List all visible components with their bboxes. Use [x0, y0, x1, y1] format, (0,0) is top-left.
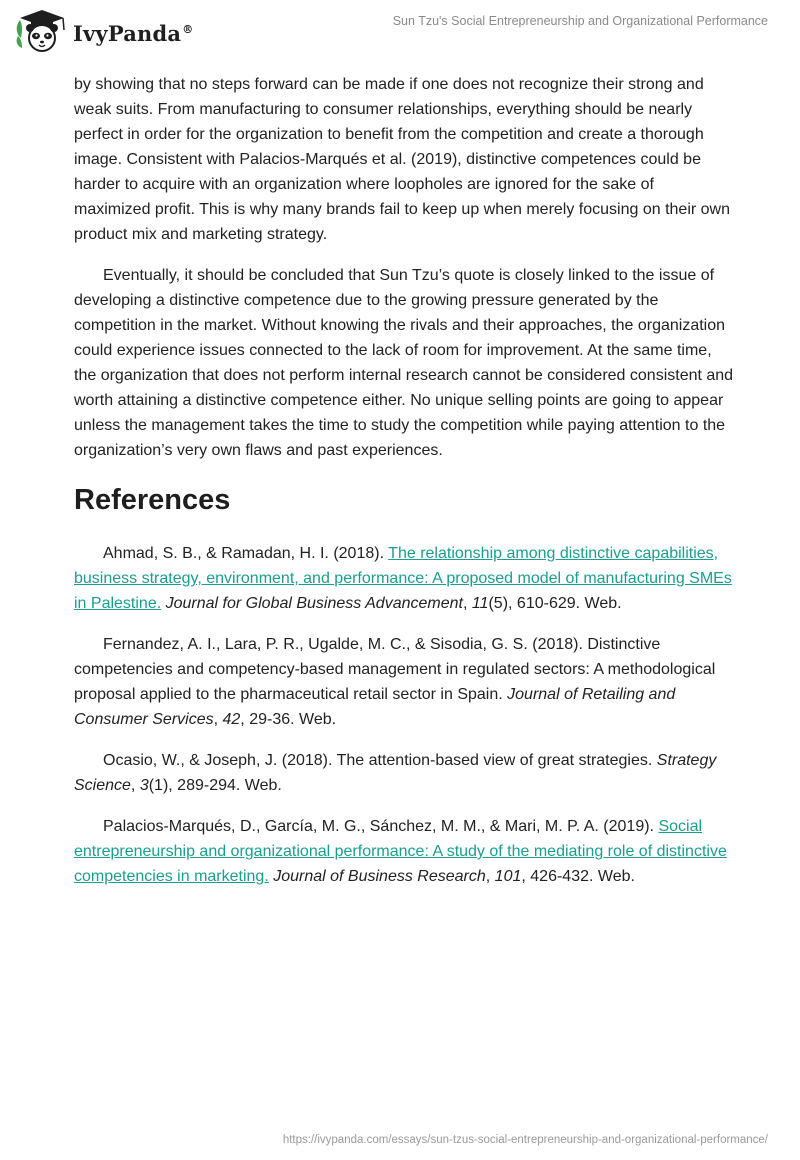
reference-item-ocasio: Ocasio, W., & Joseph, J. (2018). The attention-based view of great strategies. Strategy Science, 3(1), 289-294. Web.: [74, 752, 717, 794]
paragraph-conclusion: Eventually, it should be concluded that Sun Tzu’s quote is closely linked to the issue of developing a distinctive competence due to the growing pressure generated by the competition in the market. Without knowing the rivals and their approaches, the organization could experience issues connected to the lack of room for improvement. At the same time, the organization that does not perform internal research cannot be considered consistent and worth attaining a distinctive competence either. No unique selling points are going to appear unless the management takes the time to study the competition while paying attention to the organization’s very own flaws and past experiences.: [74, 267, 734, 459]
ivypanda-logo[interactable]: [14, 8, 193, 54]
reference-item-ahmad: Ahmad, S. B., & Ramadan, H. I. (2018). The relationship among distinctive capabilities, business strategy, environment, and performance: A proposed model of manufacturing SMEs in Palestine. Journal for Global Business Advancement, 11(5), 610-629. Web.: [74, 545, 732, 612]
document-title: Sun Tzu's Social Entrepreneurship and Organizational Performance: [392, 14, 768, 28]
footer-source-url[interactable]: https://ivypanda.com/essays/sun-tzus-social-entrepreneurship-and-organizational-performance/: [282, 1134, 768, 1146]
panda-graduate-icon: [14, 8, 70, 54]
essay-content: [74, 72, 734, 905]
references-heading: References: [74, 484, 231, 516]
paragraph-continuation: by showing that no steps forward can be made if one does not recognize their strong and weak suits. From manufacturing to consumer relationships, everything should be nearly perfect in order for the organization to benefit from the competition and create a thorough image. Consistent with Palacios-Marqués et al. (2019), distinctive competences could be harder to acquire with an organization where loopholes are ignored for the sake of maximized profit. This is why many brands fail to keep up when merely focusing on their own product mix and marketing strategy.: [74, 76, 731, 243]
reference-item-palacios: Palacios-Marqués, D., García, M. G., Sánchez, M. M., & Mari, M. P. A. (2019). Social entrepreneurship and organizational performance: A study of the mediating role of distinctive competencies in marketing. Journal of Business Research, 101, 426-432. Web.: [74, 818, 727, 885]
reference-link-ahmad[interactable]: The relationship among distinctive capabilities, business strategy, environment, and performance: A proposed model of manufacturing SMEs in Palestine.: [74, 545, 732, 612]
brand-name: IvyPanda®: [73, 20, 194, 46]
reference-link-palacios[interactable]: Social entrepreneurship and organizational performance: A study of the mediating role of distinctive competencies in marketing.: [74, 818, 727, 885]
reference-item-fernandez: Fernandez, A. I., Lara, P. R., Ugalde, M. C., & Sisodia, G. S. (2018). Distinctive competencies and competency-based management in regulated sectors: A methodological proposal applied to the pharmaceutical retail sector in Spain. Journal of Retailing and Consumer Services, 42, 29-36. Web.: [74, 636, 716, 728]
page-header: [0, 0, 800, 60]
